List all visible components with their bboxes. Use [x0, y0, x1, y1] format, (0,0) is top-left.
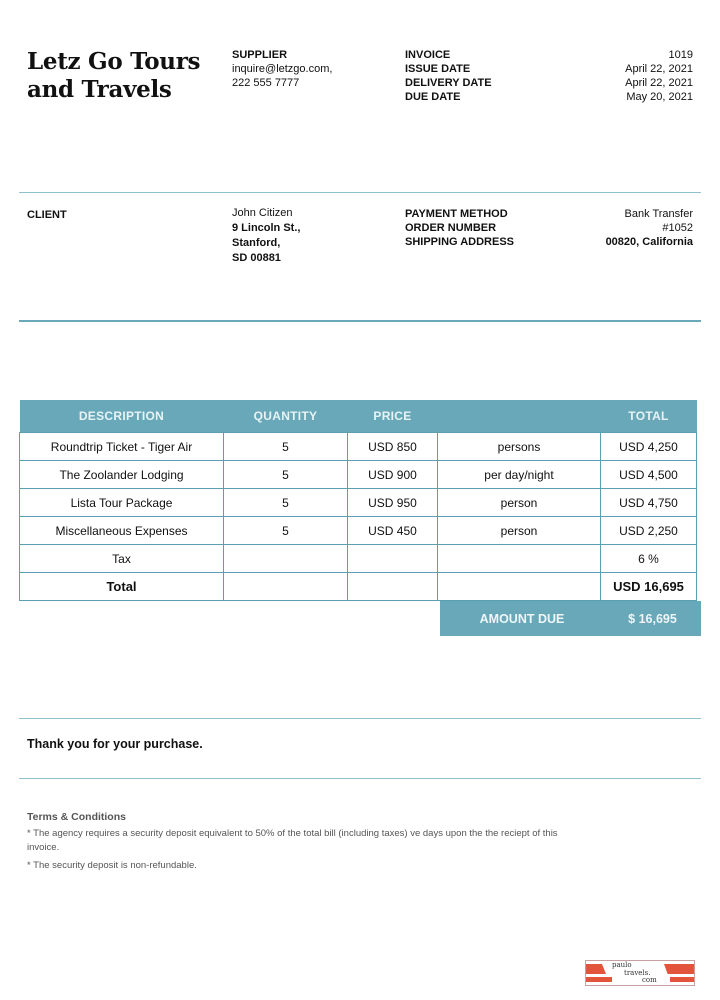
logo-stripe	[670, 977, 694, 982]
invoice-number: 1019	[668, 49, 693, 61]
shipping-address-label: SHIPPING ADDRESS	[405, 236, 515, 248]
terms-list	[27, 827, 567, 877]
divider	[19, 718, 701, 719]
cell-total: USD 2,250	[601, 517, 697, 545]
cell-price	[348, 573, 438, 601]
due-date-value: May 20, 2021	[626, 91, 693, 103]
cell-price: USD 950	[348, 489, 438, 517]
supplier-phone: 222 555 7777	[232, 77, 300, 89]
divider	[19, 320, 701, 322]
col-header-price: PRICE	[348, 400, 438, 433]
amount-due-label: AMOUNT DUE	[479, 611, 565, 626]
cell-description: Roundtrip Ticket - Tiger Air	[20, 433, 224, 461]
order-number-label: ORDER NUMBER	[405, 222, 497, 234]
cell-total: USD 4,500	[601, 461, 697, 489]
col-header-quantity: QUANTITY	[224, 400, 348, 433]
table-row	[20, 461, 697, 489]
order-number-value: #1052	[662, 222, 693, 234]
total-row	[20, 573, 697, 601]
amount-due-bar	[440, 601, 701, 636]
client-city: Stanford,	[232, 237, 281, 249]
cell-total: USD 4,250	[601, 433, 697, 461]
delivery-date-value: April 22, 2021	[625, 77, 693, 89]
table-row	[20, 489, 697, 517]
cell-unit	[438, 573, 601, 601]
delivery-date-label: DELIVERY DATE	[405, 77, 492, 89]
logo-text-line: travels.	[624, 968, 651, 977]
divider	[19, 192, 701, 193]
col-header-total: TOTAL	[601, 400, 697, 433]
cell-unit	[438, 545, 601, 573]
line-items-table	[19, 400, 697, 601]
cell-quantity: 5	[224, 489, 348, 517]
order-meta-labels	[405, 207, 514, 249]
logo-stripe	[586, 964, 606, 974]
invoice-meta-values	[625, 48, 693, 104]
col-header-unit	[438, 400, 601, 433]
cell-quantity: 5	[224, 517, 348, 545]
table-header-row	[20, 400, 697, 433]
supplier-block	[232, 48, 332, 90]
watermark-logo	[585, 960, 695, 986]
thank-you-message: Thank you for your purchase.	[27, 737, 203, 751]
cell-total: USD 4,750	[601, 489, 697, 517]
client-address	[232, 206, 300, 266]
shipping-address-value: 00820, California	[605, 236, 693, 248]
cell-unit: person	[438, 517, 601, 545]
cell-description: Miscellaneous Expenses	[20, 517, 224, 545]
logo-text-line: com	[642, 976, 657, 984]
cell-quantity: 5	[224, 433, 348, 461]
logo-stripe	[586, 977, 612, 982]
cell-quantity	[224, 573, 348, 601]
tax-rate: 6 %	[601, 545, 697, 573]
cell-quantity	[224, 545, 348, 573]
cell-price: USD 850	[348, 433, 438, 461]
cell-unit: per day/night	[438, 461, 601, 489]
payment-method-value: Bank Transfer	[624, 208, 693, 220]
cell-description: Tax	[20, 545, 224, 573]
grand-total: USD 16,695	[601, 573, 697, 601]
invoice-meta-labels	[405, 48, 492, 104]
total-label: Total	[20, 573, 224, 601]
terms-item: * The agency requires a security deposit equivalent to 50% of the total bill (including taxes) ve days upon the the reciept of this invoice.	[27, 828, 558, 853]
col-header-description: DESCRIPTION	[20, 400, 224, 433]
table-row	[20, 433, 697, 461]
client-name: John Citizen	[232, 207, 293, 219]
client-zip: SD 00881	[232, 252, 281, 264]
issue-date-label: ISSUE DATE	[405, 63, 471, 75]
table-row	[20, 517, 697, 545]
issue-date-value: April 22, 2021	[625, 63, 693, 75]
cell-price	[348, 545, 438, 573]
company-name-line1: Letz Go Tours	[27, 48, 201, 75]
tax-row	[20, 545, 697, 573]
client-label: CLIENT	[27, 209, 67, 221]
cell-unit: person	[438, 489, 601, 517]
cell-quantity: 5	[224, 461, 348, 489]
invoice-label: INVOICE	[405, 49, 451, 61]
cell-price: USD 450	[348, 517, 438, 545]
logo-text	[612, 962, 657, 985]
terms-item: * The security deposit is non-refundable.	[27, 860, 197, 871]
payment-method-label: PAYMENT METHOD	[405, 208, 508, 220]
logo-stripe	[664, 964, 694, 974]
due-date-label: DUE DATE	[405, 91, 461, 103]
cell-unit: persons	[438, 433, 601, 461]
cell-description: The Zoolander Lodging	[20, 461, 224, 489]
cell-price: USD 900	[348, 461, 438, 489]
logo-text-line: paulo	[612, 961, 632, 969]
company-name-line2: and Travels	[27, 76, 172, 103]
order-meta-values	[606, 207, 693, 249]
client-street: 9 Lincoln St.,	[232, 222, 301, 234]
supplier-label: SUPPLIER	[232, 49, 288, 61]
cell-description: Lista Tour Package	[20, 489, 224, 517]
divider	[19, 778, 701, 779]
company-name	[27, 48, 200, 104]
amount-due-value: $ 16,695	[628, 611, 677, 626]
terms-title: Terms & Conditions	[27, 811, 126, 823]
supplier-email[interactable]: inquire@letzgo.com,	[232, 63, 333, 75]
